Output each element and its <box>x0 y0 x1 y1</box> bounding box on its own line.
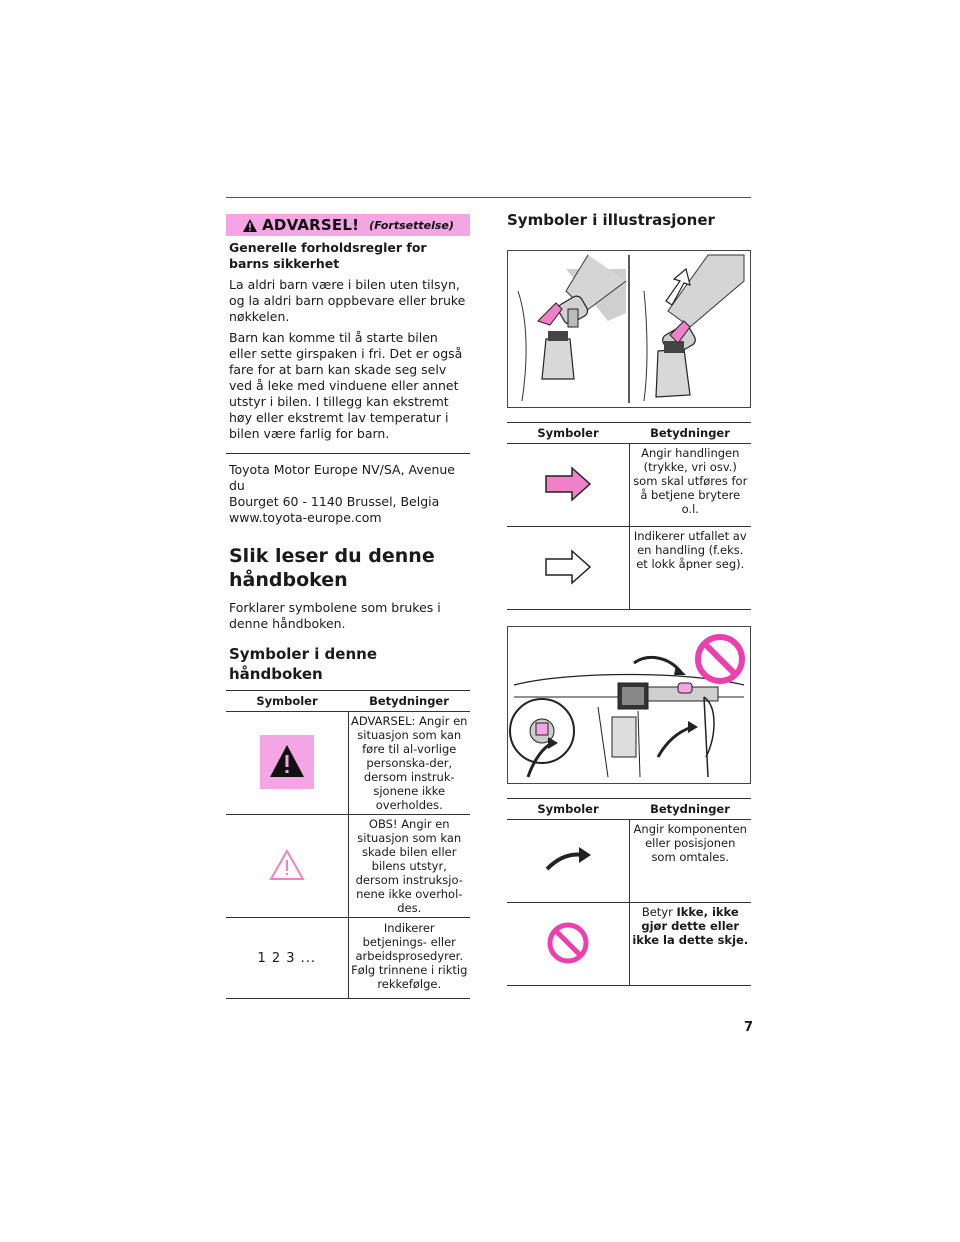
meaning-cell: Indikerer utfallet av en handling (f.eks. et lokk åpner seg). <box>629 527 751 610</box>
section-title: Slik leser du denne håndboken <box>229 545 435 591</box>
left-column <box>226 214 470 999</box>
table-row <box>507 444 751 527</box>
col-header-meaning: Betydninger <box>629 423 751 444</box>
seatbelt-illustration <box>507 250 751 408</box>
illustration-symbols-table-1 <box>507 422 751 610</box>
warning-triangle-icon <box>242 218 258 233</box>
meaning-prefix: Betyr <box>641 905 677 919</box>
col-header-meaning: Betydninger <box>629 799 751 820</box>
meaning-cell: ADVARSEL: Angir en situasjon som kan føre til al-vorlige personska-der, dersom instruk-sjonene ikke overholdes. <box>348 712 470 815</box>
page-number: 7 <box>744 1020 754 1035</box>
meaning-cell: Indikerer betjenings- eller arbeidsprosedyrer. Følg trinnene i riktig rekkefølge. <box>348 918 470 999</box>
warning-body <box>226 236 470 454</box>
table-row <box>507 820 751 903</box>
col-header-meaning: Betydninger <box>348 691 470 712</box>
steps-icon: 1 2 3 ... <box>257 950 317 966</box>
warning-paragraph: La aldri barn være i bilen uten tilsyn, og la aldri barn oppbevare eller bruke nøkkelen. <box>229 277 466 324</box>
dashboard-illustration <box>507 626 751 784</box>
col-header-symbol: Symboler <box>507 799 629 820</box>
meaning-cell: Angir komponenten eller posisjonen som omtales. <box>629 820 751 903</box>
manual-symbols-table <box>226 690 470 999</box>
meaning-cell <box>629 903 751 986</box>
table-row <box>507 527 751 610</box>
section-intro: Forklarer symbolene som brukes i denne håndboken. <box>229 600 441 631</box>
illustration-symbols-table-2 <box>507 798 751 986</box>
action-arrow-icon <box>544 466 592 502</box>
table-row <box>507 903 751 986</box>
address-line: Toyota Motor Europe NV/SA, Avenue du <box>229 462 455 493</box>
address-block <box>229 462 470 526</box>
address-line: Bourget 60 - 1140 Brussel, Belgia <box>229 494 440 509</box>
address-line: www.toyota-europe.com <box>229 510 382 525</box>
col-header-symbol: Symboler <box>507 423 629 444</box>
prohibited-icon <box>546 921 590 965</box>
manual-symbols-title: Symboler i denne håndboken <box>229 645 377 683</box>
meaning-cell: Angir handlingen (trykke, vri osv.) som skal utføres for å betjene brytere o.l. <box>629 444 751 527</box>
warning-heading: Generelle forholdsregler for barns sikkerhet <box>229 240 427 271</box>
pointer-arrow-icon <box>543 845 593 875</box>
meaning-bold: Ikke, ikke gjør dette eller ikke la dette skje. <box>632 905 749 947</box>
caution-outline-icon <box>269 849 305 881</box>
warning-continued: (Fortsettelse) <box>369 218 454 232</box>
right-column <box>507 210 751 986</box>
warning-filled-icon <box>260 735 314 789</box>
meaning-cell: OBS! Angir en situasjon som kan skade bilen eller bilens utstyr, dersom instruksjo-nene ikke overhol-des. <box>348 815 470 918</box>
table-row <box>226 815 470 918</box>
table-row <box>226 712 470 815</box>
result-arrow-icon <box>544 549 592 585</box>
col-header-symbol: Symboler <box>226 691 348 712</box>
table-row <box>226 918 470 999</box>
illustration-symbols-title: Symboler i illustrasjoner <box>507 211 715 229</box>
warning-header <box>226 214 470 236</box>
warning-title: ADVARSEL! <box>262 216 360 234</box>
top-rule <box>226 197 751 198</box>
warning-paragraph: Barn kan komme til å starte bilen eller sette girspaken i fri. Det er også fare for at barn kan skade seg selv ved å leke med vinduene eller annet utstyr i bilen. I tillegg kan ekstremt høy eller ekstremt lav temperatur i bilen være farlig for barn. <box>229 330 463 441</box>
